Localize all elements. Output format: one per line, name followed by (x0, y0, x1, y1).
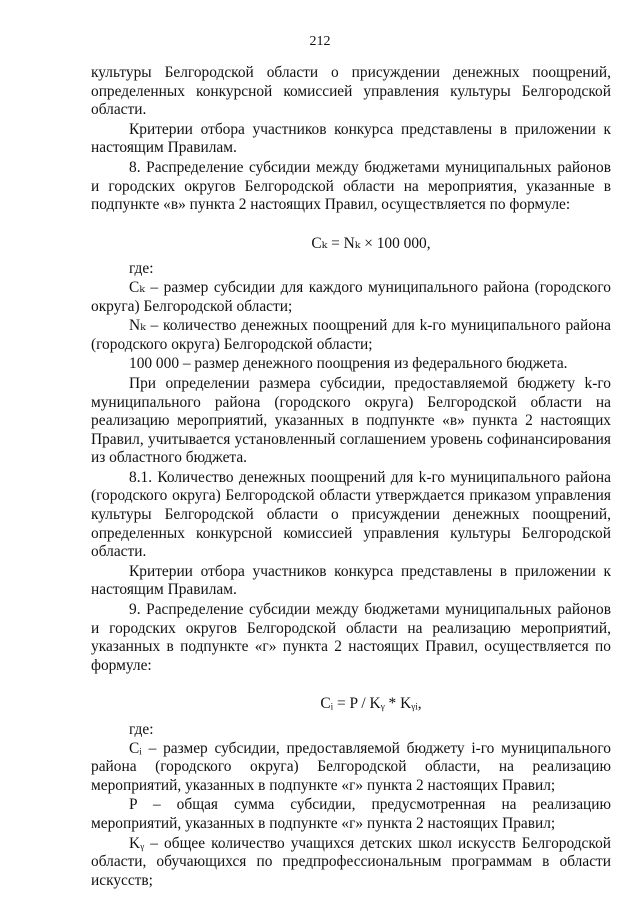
definition-ck: Cₖ – размер субсидии для каждого муниципального района (городского округа) Белгородской области; (91, 278, 611, 315)
definition-ci: Cᵢ – размер субсидии, предоставляемой бюджету i-го муниципального района (городского округа) Белгородской области, на реализацию мероприятий, указанных в подпункте «г» пункта 2 настоящих Правил; (91, 739, 611, 794)
paragraph-2: Критерии отбора участников конкурса представлены в приложении к настоящим Правилам. (91, 120, 611, 157)
where-label-2: где: (129, 721, 154, 738)
definition-nk: Nₖ – количество денежных поощрений для k-го муниципального района (городского округа) Белгородской области; (91, 317, 611, 353)
paragraph-4: При определении размера субсидии, предоставляемой бюджету k-го муниципального района (городского округа) Белгородской области на реализацию мероприятий, указанных в подпункте «в» пункта 2 настоящих Правил, учитывается установленный соглашением уровень софинансирования из областного бюджета. (91, 374, 611, 467)
formula-2: Cᵢ = P / Kᵧ * Kᵧᵢ, (320, 695, 422, 713)
document-body (91, 64, 611, 891)
definition-p: P – общая сумма субсидии, предусмотренная на реализацию мероприятий, указанных в подпункте «г» пункта 2 настоящих Правил; (91, 796, 611, 832)
paragraph-1: культуры Белгородской области о присуждении денежных поощрений, определенных конкурсной комиссией управления культуры Белгородской области. (91, 64, 611, 119)
paragraph-6: Критерии отбора участников конкурса представлены в приложении к настоящим Правилам. (91, 562, 611, 599)
where-label-1: где: (129, 260, 154, 278)
definition-ky: Kᵧ – общее количество учащихся детских школ искусств Белгородской области, обучающихся по предпрофессиональным программам в области искусств; (91, 834, 611, 889)
paragraph-7: 9. Распределение субсидии между бюджетами муниципальных районов и городских округов Белгородской области на реализацию мероприятий, указанных в подпункте «г» пункта 2 настоящих Правил, осуществляется по формуле: (91, 601, 611, 674)
paragraph-5: 8.1. Количество денежных поощрений для k-го муниципального района (городского округа) Белгородской области утверждается приказом управления культуры Белгородской области о присуждении денежных поощрений, определенных конкурсной комиссией управления культуры Белгородской области. (91, 468, 611, 561)
paragraph-3: 8. Распределение субсидии между бюджетами муниципальных районов и городских округов Белгородской области на мероприятия, указанные в подпункте «в» пункта 2 настоящих Правил, осуществляется по формуле: (91, 158, 611, 214)
definition-100000: 100 000 – размер денежного поощрения из федерального бюджета. (129, 355, 568, 373)
page-number: 212 (309, 34, 331, 49)
formula-1: Cₖ = Nₖ × 100 000, (311, 234, 431, 252)
